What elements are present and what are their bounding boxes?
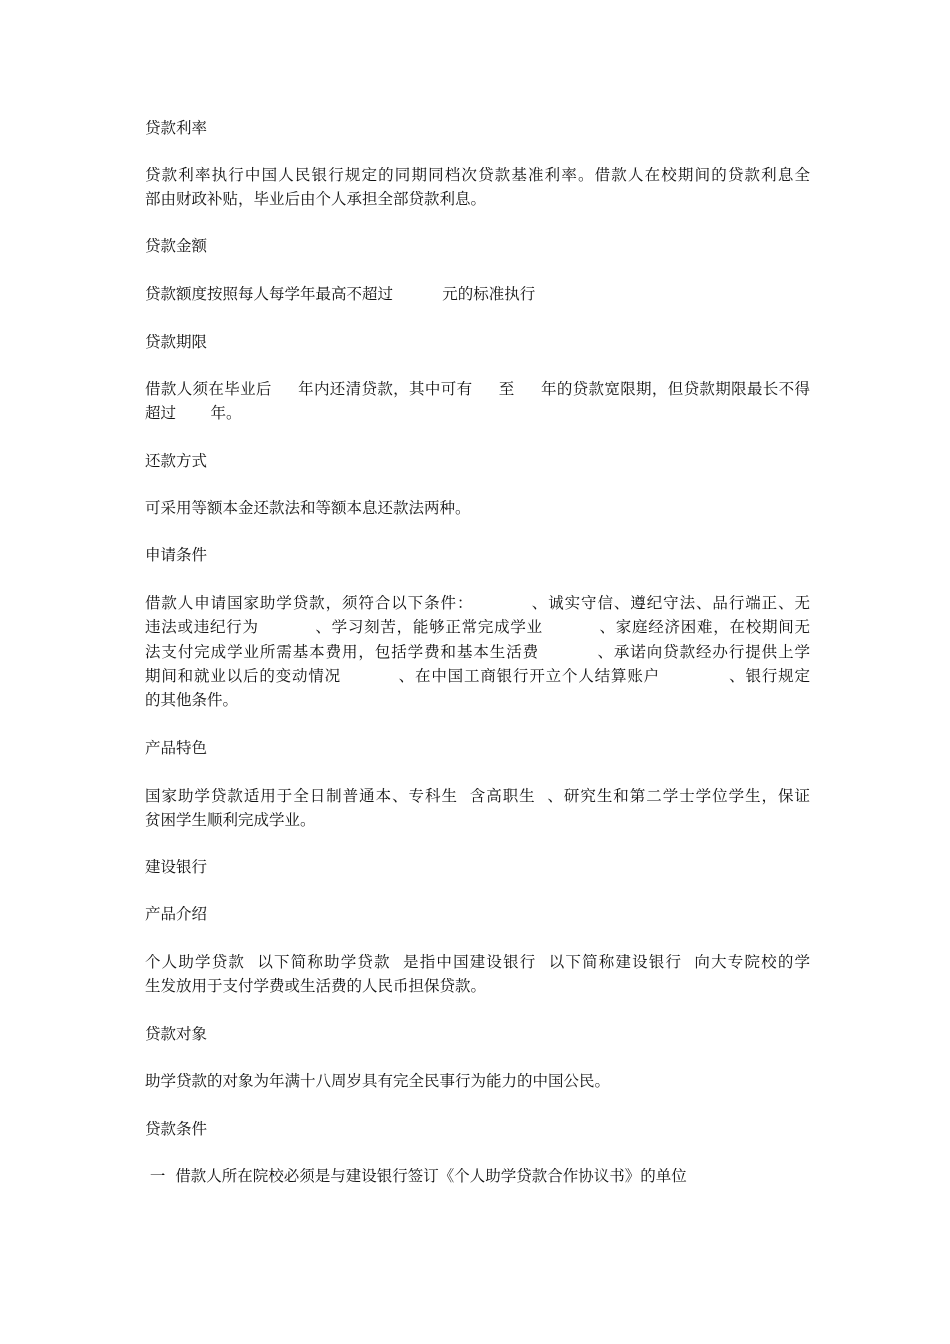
paragraph-line: 可采用等额本金还款法和等额本息还款法两种。: [145, 499, 471, 517]
paragraph-line: 借款人须在毕业后 年内还清贷款，其中可有 至 年的贷款宽限期，但贷款期限最长不得: [145, 380, 810, 398]
paragraph-line: 的其他条件。: [145, 691, 239, 709]
heading-construction-bank: 建设银行: [145, 858, 208, 876]
heading-loan-amount: 贷款金额: [145, 237, 208, 255]
paragraph-line: 法支付完成学业所需基本费用，包括学费和基本生活费 、承诺向贷款经办行提供上学: [145, 643, 810, 661]
paragraph-line: 助学贷款的对象为年满十八周岁具有完全民事行为能力的中国公民。: [145, 1072, 611, 1090]
paragraph-line: 违法或违纪行为 、学习刻苦，能够正常完成学业 、家庭经济困难，在校期间无: [145, 618, 810, 636]
heading-repayment-method: 还款方式: [145, 452, 208, 470]
paragraph-line: 借款人申请国家助学贷款，须符合以下条件： 、诚实守信、遵纪守法、品行端正、无: [145, 594, 810, 612]
paragraph-line: 一 借款人所在院校必须是与建设银行签订《个人助学贷款合作协议书》的单位: [145, 1167, 687, 1185]
heading-loan-target: 贷款对象: [145, 1025, 208, 1043]
heading-loan-conditions: 贷款条件: [145, 1120, 208, 1138]
heading-application-conditions: 申请条件: [145, 546, 208, 564]
heading-loan-term: 贷款期限: [145, 333, 208, 351]
paragraph-line: 超过 年。: [145, 404, 242, 422]
heading-loan-rate: 贷款利率: [145, 119, 208, 137]
paragraph-line: 部由财政补贴，毕业后由个人承担全部贷款利息。: [145, 190, 487, 208]
heading-product-introduction: 产品介绍: [145, 905, 208, 923]
heading-product-features: 产品特色: [145, 739, 208, 757]
paragraph-line: 生发放用于支付学费或生活费的人民币担保贷款。: [145, 977, 487, 995]
paragraph-line: 贷款利率执行中国人民银行规定的同期同档次贷款基准利率。借款人在校期间的贷款利息全: [145, 166, 810, 184]
paragraph-line: 国家助学贷款适用于全日制普通本、专科生 含高职生 、研究生和第二学士学位学生，保证: [145, 787, 810, 805]
paragraph-line: 贷款额度按照每人每学年最高不超过 元的标准执行: [145, 285, 536, 303]
paragraph-line: 期间和就业以后的变动情况 、在中国工商银行开立个人结算账户 、银行规定: [145, 667, 810, 685]
paragraph-line: 贫困学生顺利完成学业。: [145, 811, 316, 829]
paragraph-line: 个人助学贷款 以下简称助学贷款 是指中国建设银行 以下简称建设银行 向大专院校的学: [145, 953, 810, 971]
